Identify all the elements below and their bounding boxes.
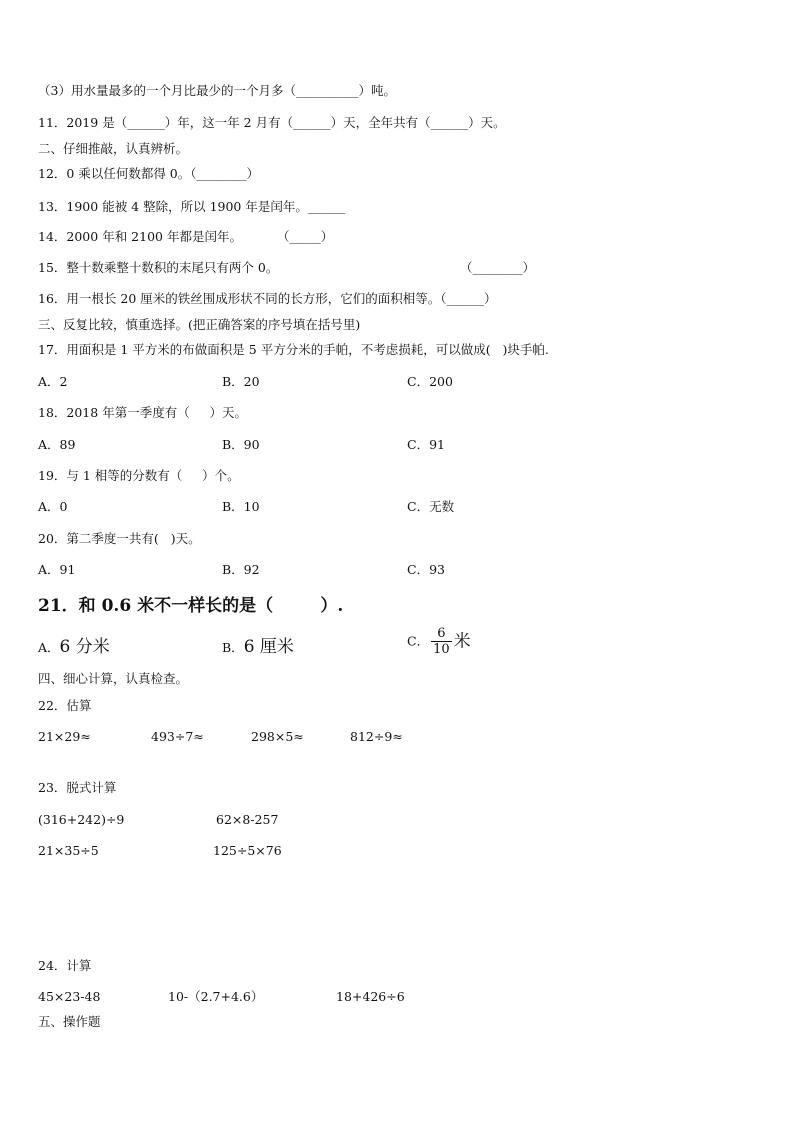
- q21-option-b-text: 6 厘米: [243, 637, 294, 657]
- question-16: 16．用一根长 20 厘米的铁丝围成形状不同的长方形，它们的面积相等。（______）: [38, 291, 497, 306]
- question-15-blank: （________）: [460, 260, 536, 275]
- question-12: 12．0 乘以任何数都得 0。（________）: [38, 166, 260, 181]
- q18-option-a: A．89: [38, 437, 76, 452]
- q21-option-c-label: C．: [407, 633, 430, 649]
- q19-option-b: B．10: [222, 499, 260, 514]
- q21-option-a: [38, 636, 110, 658]
- question-17: 17．用面积是 1 平方米的布做面积是 5 平方分米的手帕，不考虑损耗，可以做成( )块手帕.: [38, 342, 549, 357]
- q21-option-a-label: A．: [38, 640, 60, 655]
- q21-option-c-fraction: [431, 626, 452, 657]
- q22-item-2: 493÷7≈: [151, 729, 204, 744]
- q20-option-c: C．93: [407, 562, 445, 577]
- q21-option-b: [222, 636, 294, 658]
- q17-option-a: A．2: [38, 374, 68, 389]
- q24-item-1: 45×23-48: [38, 989, 101, 1004]
- section-4-heading: 四、细心计算，认真检查。: [38, 671, 189, 686]
- q21-option-a-text: 6 分米: [59, 637, 110, 657]
- q23-item-2: 62×8-257: [216, 812, 279, 827]
- question-22: 22．估算: [38, 698, 92, 713]
- q21-option-b-label: B．: [222, 640, 244, 655]
- q22-item-3: 298×5≈: [251, 729, 304, 744]
- q23-item-4: 125÷5×76: [213, 843, 282, 858]
- question-prev-3: （3）用水量最多的一个月比最少的一个月多（__________）吨。: [38, 83, 396, 98]
- question-19: 19．与 1 相等的分数有（ ）个。: [38, 468, 240, 483]
- q18-option-c: C．91: [407, 437, 445, 452]
- question-11: 11．2019 是（______）年，这一年 2 月有（______）天，全年共有（______）天。: [38, 115, 506, 130]
- q19-option-c: C．无数: [407, 499, 455, 514]
- section-5-heading: 五、操作题: [38, 1014, 101, 1029]
- question-18: 18．2018 年第一季度有（ ）天。: [38, 405, 248, 420]
- question-13: 13．1900 能被 4 整除，所以 1900 年是闰年。______: [38, 199, 346, 214]
- question-14-blank: （_____）: [277, 229, 334, 244]
- q18-option-b: B．90: [222, 437, 260, 452]
- q20-option-b: B．92: [222, 562, 260, 577]
- section-3-heading: 三、反复比较，慎重选择。(把正确答案的序号填在括号里): [38, 317, 361, 332]
- question-24: 24．计算: [38, 958, 92, 973]
- fraction-numerator: 6: [431, 626, 452, 642]
- q21-option-c: [407, 626, 471, 657]
- q17-option-b: B．20: [222, 374, 260, 389]
- q20-option-a: A．91: [38, 562, 76, 577]
- question-15: 15．整十数乘整十数积的末尾只有两个 0。: [38, 260, 279, 275]
- q17-option-c: C．200: [407, 374, 453, 389]
- q21-option-c-unit: 米: [453, 631, 471, 652]
- question-21: 21．和 0.6 米不一样长的是（ ）.: [38, 596, 344, 616]
- question-14: 14．2000 年和 2100 年都是闰年。: [38, 229, 242, 244]
- q22-item-4: 812÷9≈: [350, 729, 403, 744]
- fraction-denominator: 10: [433, 642, 450, 657]
- q23-item-3: 21×35÷5: [38, 843, 99, 858]
- question-20: 20．第二季度一共有( )天。: [38, 531, 201, 546]
- q23-item-1: (316+242)÷9: [38, 812, 125, 827]
- section-2-heading: 二、仔细推敲，认真辨析。: [38, 141, 189, 156]
- q24-item-3: 18+426÷6: [336, 989, 405, 1004]
- q22-item-1: 21×29≈: [38, 729, 91, 744]
- q24-item-2: 10-（2.7+4.6）: [168, 989, 264, 1004]
- question-23: 23．脱式计算: [38, 780, 117, 795]
- q19-option-a: A．0: [38, 499, 68, 514]
